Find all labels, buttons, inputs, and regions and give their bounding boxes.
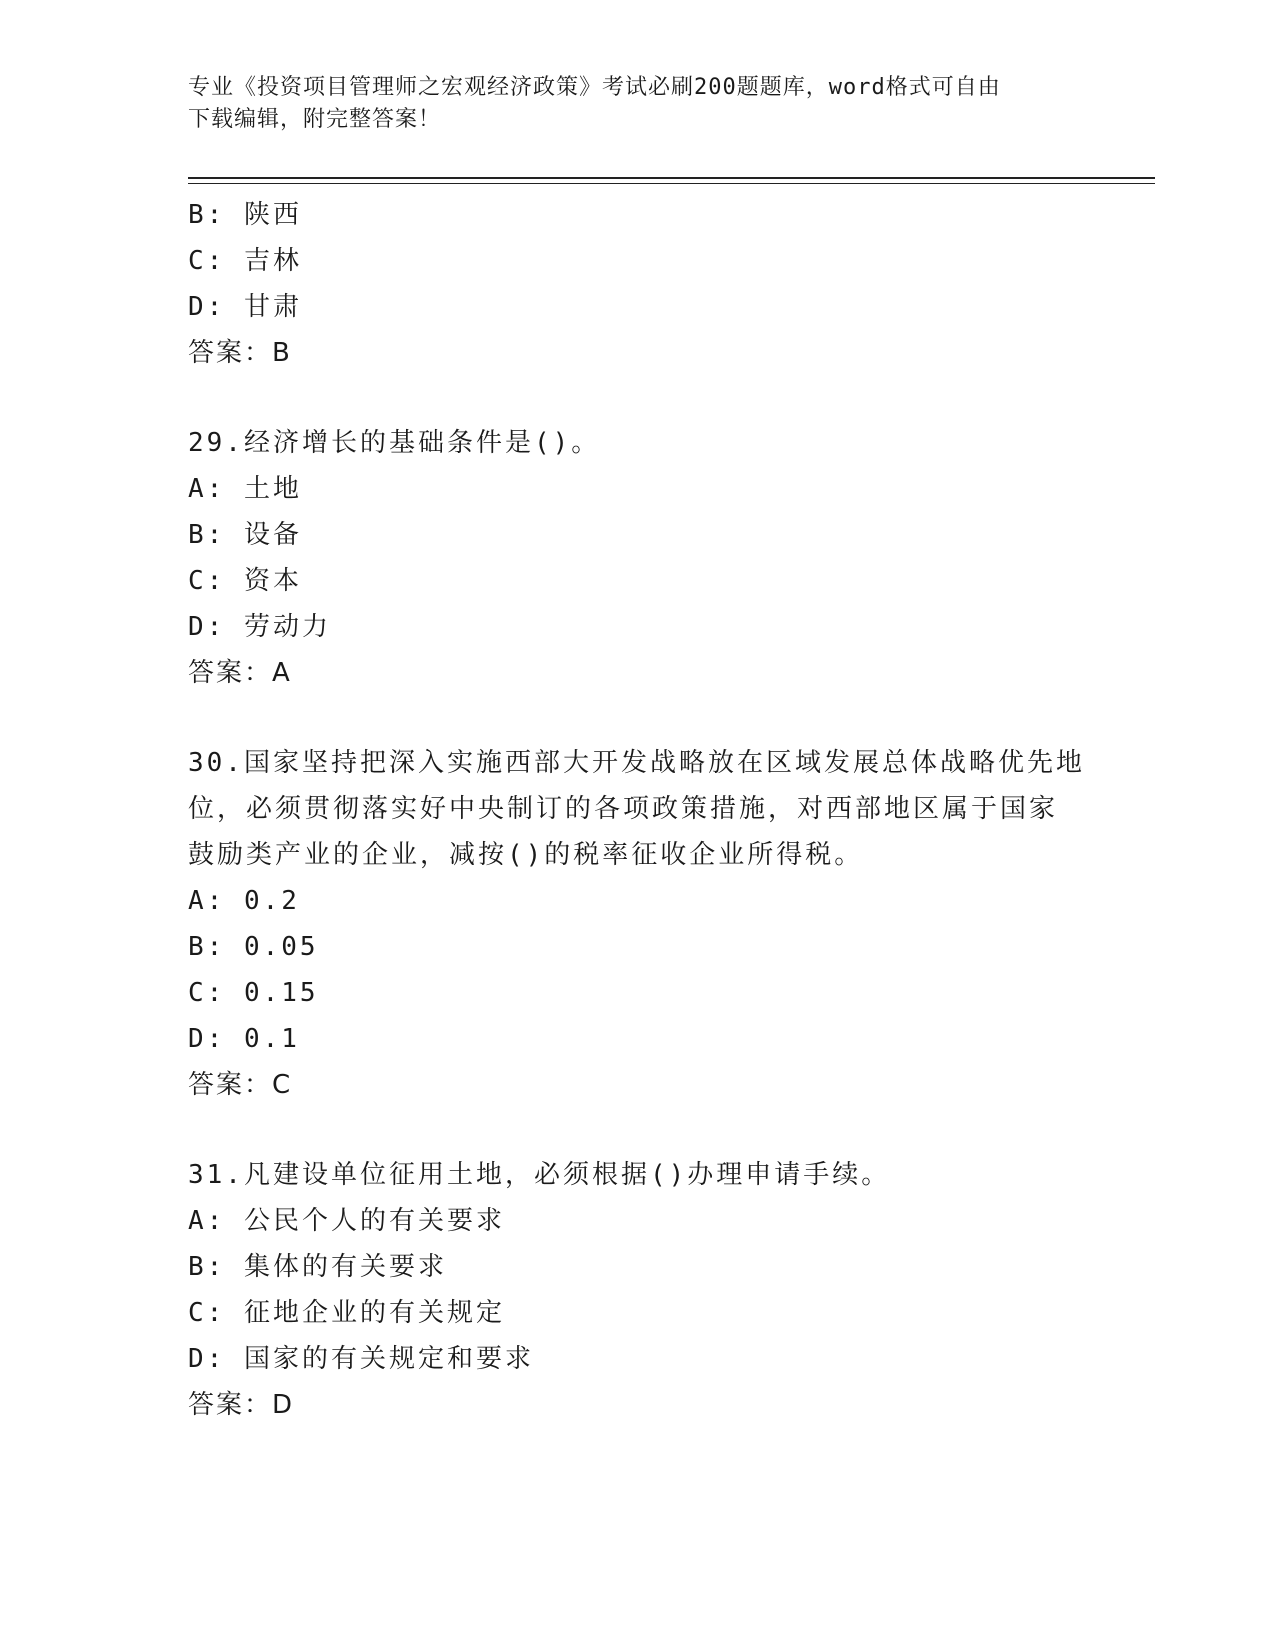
question-text: 29.经济增长的基础条件是()。 xyxy=(188,428,601,458)
header-rule-thick xyxy=(188,177,1155,179)
option-c: C: 0.15 xyxy=(188,978,319,1008)
question-29 xyxy=(188,420,1088,696)
option-c: C: 征地企业的有关规定 xyxy=(188,1298,505,1328)
question-30 xyxy=(188,740,1088,1108)
option-b: B: 设备 xyxy=(188,520,302,550)
answer: 答案：C xyxy=(188,1070,293,1100)
option-c: C: 资本 xyxy=(188,566,302,596)
option-d: D: 甘肃 xyxy=(188,292,302,322)
prev-question xyxy=(188,192,1088,376)
option-b: B: 陕西 xyxy=(188,200,302,230)
option-a: A: 公民个人的有关要求 xyxy=(188,1206,505,1236)
question-text: 31.凡建设单位征用土地，必须根据()办理申请手续。 xyxy=(188,1160,891,1190)
document-header xyxy=(188,72,1068,136)
answer: 答案：A xyxy=(188,658,292,688)
header-line-1: 专业《投资项目管理师之宏观经济政策》考试必刷200题题库，word格式可自由 xyxy=(188,75,1001,100)
answer: 答案：D xyxy=(188,1390,295,1420)
question-text-line-3: 鼓励类产业的企业，减按()的税率征收企业所得税。 xyxy=(188,840,864,870)
question-text-line-1: 30.国家坚持把深入实施西部大开发战略放在区域发展总体战略优先地 xyxy=(188,748,1085,778)
option-d: D: 0.1 xyxy=(188,1024,300,1054)
option-d: D: 劳动力 xyxy=(188,612,331,642)
header-line-2: 下载编辑，附完整答案！ xyxy=(188,107,442,132)
option-b: B: 集体的有关要求 xyxy=(188,1252,447,1282)
option-d: D: 国家的有关规定和要求 xyxy=(188,1344,534,1374)
option-b: B: 0.05 xyxy=(188,932,319,962)
header-rule-thin xyxy=(188,183,1155,184)
answer: 答案：B xyxy=(188,338,292,368)
option-c: C: 吉林 xyxy=(188,246,302,276)
question-list xyxy=(188,192,1088,1428)
option-a: A: 0.2 xyxy=(188,886,300,916)
question-31 xyxy=(188,1152,1088,1428)
question-text-line-2: 位，必须贯彻落实好中央制订的各项政策措施，对西部地区属于国家 xyxy=(188,794,1059,824)
option-a: A: 土地 xyxy=(188,474,302,504)
